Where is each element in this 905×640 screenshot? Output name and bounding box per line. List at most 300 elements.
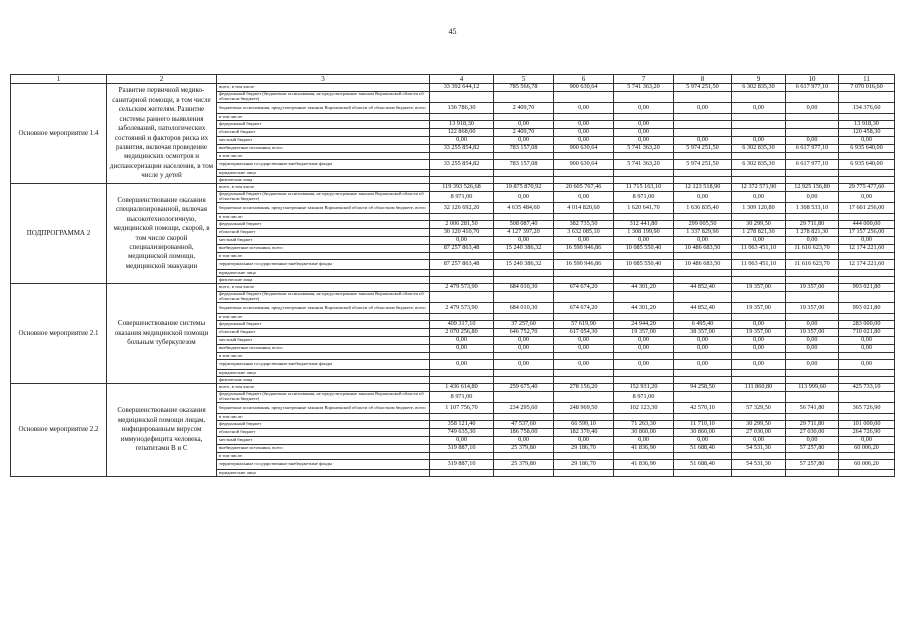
value-cell (554, 292, 614, 303)
value-cell: 0,00 (786, 137, 839, 145)
header-cell: 3 (217, 75, 430, 84)
value-cell: 54 531,30 (732, 460, 786, 470)
value-cell: 60 006,20 (839, 445, 895, 453)
value-cell: 13 918,30 (839, 121, 895, 129)
value-cell (786, 370, 839, 377)
value-cell: 10 085 550,40 (614, 245, 674, 253)
value-cell (839, 177, 895, 184)
value-cell (494, 314, 554, 321)
value-cell (494, 153, 554, 160)
value-cell: 6 495,40 (674, 321, 732, 329)
value-cell (614, 214, 674, 221)
value-cell (786, 392, 839, 403)
value-cell: 749 635,30 (430, 429, 494, 437)
activity-description: Развитие первичной медико-санитарной помощи, в том числе сельским жителям. Развитие системы раннего выявления заболеваний, патологических состояний и факторов риска их развития, включая проведение медицинских осмотров и диспансеризации населения, в том числе у детей (107, 84, 217, 184)
value-cell: 29 711,80 (786, 421, 839, 429)
value-cell (494, 170, 554, 177)
value-cell (430, 253, 494, 260)
activity-name: ПОДПРОГРАММА 2 (11, 184, 107, 284)
value-cell: 0,00 (614, 103, 674, 114)
value-cell: 44 852,40 (674, 284, 732, 292)
value-cell (494, 277, 554, 284)
value-cell: 0,00 (554, 345, 614, 353)
value-cell: 134 376,60 (839, 103, 895, 114)
value-cell: 27 030,00 (732, 429, 786, 437)
funding-source-label: всего, в том числе (217, 184, 430, 192)
value-cell: 2 479 573,90 (430, 284, 494, 292)
value-cell: 2 409,70 (494, 103, 554, 114)
value-cell: 319 887,10 (430, 460, 494, 470)
funding-source-label: местный бюджет (217, 237, 430, 245)
value-cell (554, 353, 614, 360)
funding-source-label: территориальные государственные внебюджетные фонды (217, 460, 430, 470)
value-cell (732, 314, 786, 321)
header-cell: 4 (430, 75, 494, 84)
value-cell: 16 590 946,86 (554, 260, 614, 270)
value-cell (614, 114, 674, 121)
value-cell: 0,00 (494, 237, 554, 245)
value-cell: 19 357,00 (614, 329, 674, 337)
value-cell (554, 114, 614, 121)
value-cell: 60 006,20 (839, 460, 895, 470)
value-cell: 0,00 (786, 103, 839, 114)
value-cell (732, 177, 786, 184)
value-cell: 25 379,80 (494, 445, 554, 453)
funding-source-label: областной бюджет (217, 429, 430, 437)
value-cell (732, 121, 786, 129)
value-cell (839, 314, 895, 321)
funding-source-label: всего, в том числе (217, 84, 430, 92)
value-cell: 10 486 683,50 (674, 245, 732, 253)
value-cell: 617 054,30 (554, 329, 614, 337)
funding-source-label: внебюджетные источники, всего (217, 345, 430, 353)
value-cell (614, 414, 674, 421)
value-cell: 5 741 363,20 (614, 160, 674, 170)
value-cell (839, 392, 895, 403)
value-cell: 1 278 821,30 (786, 229, 839, 237)
value-cell: 2 409,70 (494, 129, 554, 137)
value-cell (430, 453, 494, 460)
value-cell (494, 292, 554, 303)
value-cell: 51 688,40 (674, 460, 732, 470)
value-cell: 7 070 016,60 (839, 84, 895, 92)
value-cell: 11 710,10 (674, 421, 732, 429)
value-cell: 29 186,70 (554, 445, 614, 453)
table-body (11, 75, 895, 477)
value-cell (494, 392, 554, 403)
value-cell (839, 453, 895, 460)
value-cell (430, 377, 494, 384)
value-cell (732, 277, 786, 284)
funding-source-label: юридические лица (217, 370, 430, 377)
value-cell: 783 157,08 (494, 160, 554, 170)
value-cell: 3 632 085,10 (554, 229, 614, 237)
value-cell (554, 392, 614, 403)
value-cell (674, 377, 732, 384)
value-cell: 0,00 (674, 360, 732, 370)
value-cell: 0,00 (614, 437, 674, 445)
value-cell: 33 255 854,82 (430, 145, 494, 153)
value-cell: 30 299,50 (732, 421, 786, 429)
value-cell: 6 617 977,10 (786, 84, 839, 92)
value-cell (554, 470, 614, 477)
value-cell: 66 599,10 (554, 421, 614, 429)
value-cell: 12 123 518,90 (674, 184, 732, 192)
value-cell: 6 935 640,00 (839, 160, 895, 170)
value-cell: 0,00 (786, 237, 839, 245)
value-cell: 0,00 (732, 360, 786, 370)
value-cell (614, 314, 674, 321)
value-cell (674, 414, 732, 421)
value-cell (839, 377, 895, 384)
funding-source-label: в том числе: (217, 153, 430, 160)
value-cell (674, 453, 732, 460)
value-cell: 0,00 (494, 121, 554, 129)
value-cell: 299 005,50 (674, 221, 732, 229)
value-cell: 87 257 863,48 (430, 260, 494, 270)
value-cell: 684 010,30 (494, 284, 554, 292)
value-cell: 0,00 (430, 345, 494, 353)
value-cell (430, 177, 494, 184)
value-cell: 29 186,70 (554, 460, 614, 470)
value-cell: 25 379,80 (494, 460, 554, 470)
value-cell (732, 414, 786, 421)
funding-source-label: местный бюджет (217, 337, 430, 345)
funding-source-label: в том числе: (217, 453, 430, 460)
value-cell: 900 630,64 (554, 84, 614, 92)
funding-source-label: в том числе: (217, 214, 430, 221)
activity-name: Основное мероприятие 2.2 (11, 384, 107, 477)
funding-source-label: в том числе: (217, 253, 430, 260)
value-cell: 12 372 571,90 (732, 184, 786, 192)
value-cell (786, 314, 839, 321)
header-cell: 1 (11, 75, 107, 84)
value-cell: 508 087,40 (494, 221, 554, 229)
value-cell: 2 479 573,90 (430, 303, 494, 314)
funding-source-label: всего, в том числе (217, 384, 430, 392)
value-cell (786, 270, 839, 277)
value-cell: 11 616 623,70 (786, 260, 839, 270)
value-cell: 0,00 (839, 237, 895, 245)
value-cell: 0,00 (839, 345, 895, 353)
value-cell: 19 875 870,92 (494, 184, 554, 192)
value-cell (430, 353, 494, 360)
value-cell (786, 292, 839, 303)
header-cell: 8 (674, 75, 732, 84)
value-cell (554, 153, 614, 160)
value-cell: 20 605 767,46 (554, 184, 614, 192)
value-cell (614, 277, 674, 284)
value-cell (786, 121, 839, 129)
value-cell (786, 277, 839, 284)
value-cell: 0,00 (732, 192, 786, 203)
funding-source-label: физические лица (217, 277, 430, 284)
value-cell: 57 257,80 (786, 460, 839, 470)
value-cell: 19 357,00 (786, 303, 839, 314)
value-cell (674, 292, 732, 303)
value-cell: 900 630,64 (554, 145, 614, 153)
value-cell (786, 114, 839, 121)
value-cell: 0,00 (674, 137, 732, 145)
value-cell: 674 674,20 (554, 284, 614, 292)
value-cell: 11 616 623,70 (786, 245, 839, 253)
value-cell: 0,00 (674, 437, 732, 445)
funding-source-label: областной бюджет (217, 129, 430, 137)
value-cell (614, 353, 674, 360)
funding-source-label: федеральный бюджет (бюджетные ассигнования, не предусмотренные законом Воронежской области об областном бюджете) (217, 92, 430, 103)
value-cell (614, 470, 674, 477)
value-cell (494, 114, 554, 121)
header-cell: 9 (732, 75, 786, 84)
value-cell: 71 263,30 (614, 421, 674, 429)
value-cell (554, 214, 614, 221)
value-cell (839, 92, 895, 103)
funding-source-label: внебюджетные источники, всего (217, 445, 430, 453)
value-cell: 0,00 (674, 237, 732, 245)
funding-source-label: внебюджетные источники, всего (217, 245, 430, 253)
value-cell: 12 925 156,80 (786, 184, 839, 192)
value-cell (732, 453, 786, 460)
value-cell (614, 170, 674, 177)
value-cell: 684 010,30 (494, 303, 554, 314)
value-cell (674, 129, 732, 137)
activity-description: Совершенствование оказания медицинской помощи лицам, инфицированным вирусом иммунодефицита человека, гепатитами В и С (107, 384, 217, 477)
value-cell (732, 470, 786, 477)
value-cell: 993 021,80 (839, 303, 895, 314)
value-cell: 6 302 835,30 (732, 160, 786, 170)
funding-source-label: федеральный бюджет (217, 121, 430, 129)
funding-source-label: всего, в том числе (217, 284, 430, 292)
value-cell: 0,00 (614, 237, 674, 245)
funding-source-label: территориальные государственные внебюджетные фонды (217, 160, 430, 170)
value-cell (732, 353, 786, 360)
value-cell: 10 085 550,40 (614, 260, 674, 270)
value-cell (839, 170, 895, 177)
value-cell (614, 253, 674, 260)
value-cell: 0,00 (732, 237, 786, 245)
value-cell: 646 752,70 (494, 329, 554, 337)
funding-source-label: в том числе: (217, 314, 430, 321)
value-cell: 8 971,00 (430, 392, 494, 403)
value-cell (430, 414, 494, 421)
value-cell: 4 014 820,60 (554, 203, 614, 214)
value-cell (786, 253, 839, 260)
value-cell: 783 157,08 (494, 145, 554, 153)
value-cell (614, 370, 674, 377)
value-cell: 17 601 256,00 (839, 203, 895, 214)
funding-source-label: территориальные государственные внебюджетные фонды (217, 360, 430, 370)
value-cell: 319 887,10 (430, 445, 494, 453)
value-cell: 30 860,00 (614, 429, 674, 437)
value-cell: 900 630,64 (554, 160, 614, 170)
value-cell (614, 292, 674, 303)
value-cell: 0,00 (614, 129, 674, 137)
header-row (11, 75, 895, 84)
value-cell: 425 733,10 (839, 384, 895, 392)
value-cell: 6 302 835,30 (732, 84, 786, 92)
value-cell: 0,00 (554, 237, 614, 245)
value-cell: 16 590 946,86 (554, 245, 614, 253)
value-cell (786, 177, 839, 184)
header-cell: 10 (786, 75, 839, 84)
value-cell (430, 277, 494, 284)
value-cell (554, 453, 614, 460)
value-cell (554, 377, 614, 384)
value-cell: 0,00 (732, 321, 786, 329)
value-cell: 57 619,90 (554, 321, 614, 329)
value-cell: 5 974 251,50 (674, 145, 732, 153)
value-cell: 0,00 (614, 137, 674, 145)
funding-source-label: областной бюджет (217, 329, 430, 337)
value-cell (732, 270, 786, 277)
value-cell: 33 392 644,12 (430, 84, 494, 92)
value-cell: 5 741 363,20 (614, 84, 674, 92)
value-cell: 1 636 835,40 (674, 203, 732, 214)
value-cell: 0,00 (786, 337, 839, 345)
value-cell: 0,00 (494, 137, 554, 145)
funding-source-label: физические лица (217, 377, 430, 384)
value-cell (732, 253, 786, 260)
value-cell: 0,00 (430, 137, 494, 145)
value-cell: 0,00 (732, 345, 786, 353)
value-cell: 0,00 (554, 121, 614, 129)
value-cell: 24 944,20 (614, 321, 674, 329)
value-cell: 136 786,30 (430, 103, 494, 114)
value-cell: 17 157 256,00 (839, 229, 895, 237)
value-cell: 8 971,00 (614, 392, 674, 403)
funding-source-label: внебюджетные источники, всего (217, 145, 430, 153)
value-cell: 1 436 614,80 (430, 384, 494, 392)
value-cell: 6 617 977,10 (786, 145, 839, 153)
value-cell: 5 741 363,20 (614, 145, 674, 153)
value-cell: 0,00 (786, 345, 839, 353)
value-cell: 0,00 (732, 437, 786, 445)
value-cell: 41 836,90 (614, 445, 674, 453)
value-cell (839, 253, 895, 260)
header-cell: 7 (614, 75, 674, 84)
value-cell: 27 030,00 (786, 429, 839, 437)
budget-table (10, 74, 895, 477)
value-cell: 19 357,00 (732, 303, 786, 314)
value-cell: 101 000,00 (839, 421, 895, 429)
value-cell (674, 177, 732, 184)
value-cell: 0,00 (839, 360, 895, 370)
funding-source-label: бюджетные ассигнования, предусмотренные законом Воронежской области об областном бюджете, всего (217, 403, 430, 414)
value-cell (494, 453, 554, 460)
value-cell: 57 257,80 (786, 445, 839, 453)
value-cell (674, 314, 732, 321)
value-cell (674, 114, 732, 121)
value-cell: 37 257,60 (494, 321, 554, 329)
value-cell (732, 292, 786, 303)
value-cell: 113 999,60 (786, 384, 839, 392)
value-cell: 41 836,90 (614, 460, 674, 470)
value-cell: 0,00 (786, 360, 839, 370)
funding-source-label: бюджетные ассигнования, предусмотренные законом Воронежской области об областном бюджете, всего (217, 303, 430, 314)
header-cell: 11 (839, 75, 895, 84)
funding-source-label: федеральный бюджет (217, 221, 430, 229)
value-cell: 0,00 (614, 121, 674, 129)
value-cell: 993 021,80 (839, 284, 895, 292)
value-cell (674, 370, 732, 377)
value-cell: 32 126 692,20 (430, 203, 494, 214)
value-cell (614, 153, 674, 160)
value-cell: 11 063 451,10 (732, 245, 786, 253)
value-cell: 382 735,50 (554, 221, 614, 229)
funding-source-label: федеральный бюджет (217, 321, 430, 329)
value-cell (839, 270, 895, 277)
funding-source-label: в том числе: (217, 114, 430, 121)
value-cell (430, 153, 494, 160)
value-cell (494, 377, 554, 384)
value-cell: 1 337 829,90 (674, 229, 732, 237)
value-cell (839, 414, 895, 421)
value-cell (494, 253, 554, 260)
value-cell: 0,00 (732, 337, 786, 345)
value-cell (674, 470, 732, 477)
value-cell: 11 715 163,10 (614, 184, 674, 192)
value-cell (614, 177, 674, 184)
value-cell: 87 257 863,48 (430, 245, 494, 253)
value-cell: 1 620 641,70 (614, 203, 674, 214)
value-cell (430, 92, 494, 103)
value-cell (430, 214, 494, 221)
value-cell: 0,00 (674, 103, 732, 114)
header-cell: 2 (107, 75, 217, 84)
value-cell (839, 153, 895, 160)
value-cell (732, 377, 786, 384)
value-cell: 710 021,80 (839, 329, 895, 337)
funding-source-label: физические лица (217, 177, 430, 184)
value-cell (839, 292, 895, 303)
table-row (11, 384, 895, 392)
value-cell: 29 711,80 (786, 221, 839, 229)
value-cell: 0,00 (494, 437, 554, 445)
value-cell (554, 170, 614, 177)
table-row (11, 184, 895, 192)
value-cell: 186 758,00 (494, 429, 554, 437)
value-cell (786, 92, 839, 103)
value-cell: 12 174 221,60 (839, 260, 895, 270)
value-cell: 6 302 835,30 (732, 145, 786, 153)
value-cell (732, 129, 786, 137)
funding-source-label: в том числе: (217, 414, 430, 421)
value-cell (430, 370, 494, 377)
value-cell: 1 309 120,80 (732, 203, 786, 214)
value-cell (839, 470, 895, 477)
value-cell (674, 214, 732, 221)
value-cell (786, 470, 839, 477)
value-cell (494, 470, 554, 477)
value-cell: 0,00 (430, 437, 494, 445)
funding-source-label: юридические лица (217, 170, 430, 177)
value-cell: 56 741,80 (786, 403, 839, 414)
value-cell (674, 153, 732, 160)
value-cell: 8 971,00 (430, 192, 494, 203)
value-cell (786, 377, 839, 384)
activity-description: Совершенствование оказания специализированной, включая высокотехнологичную, медицинской помощи, скорой, в том числе скорой специализированной, медицинской помощи, медицинской эвакуации (107, 184, 217, 284)
value-cell (786, 453, 839, 460)
value-cell: 2 070 256,80 (430, 329, 494, 337)
value-cell: 30 120 410,70 (430, 229, 494, 237)
value-cell: 0,00 (614, 360, 674, 370)
value-cell (674, 270, 732, 277)
funding-source-label: бюджетные ассигнования, предусмотренные законом Воронежской области об областном бюджете, всего (217, 203, 430, 214)
value-cell: 1 308 533,10 (786, 203, 839, 214)
value-cell: 47 537,60 (494, 421, 554, 429)
value-cell: 111 860,80 (732, 384, 786, 392)
value-cell (554, 253, 614, 260)
